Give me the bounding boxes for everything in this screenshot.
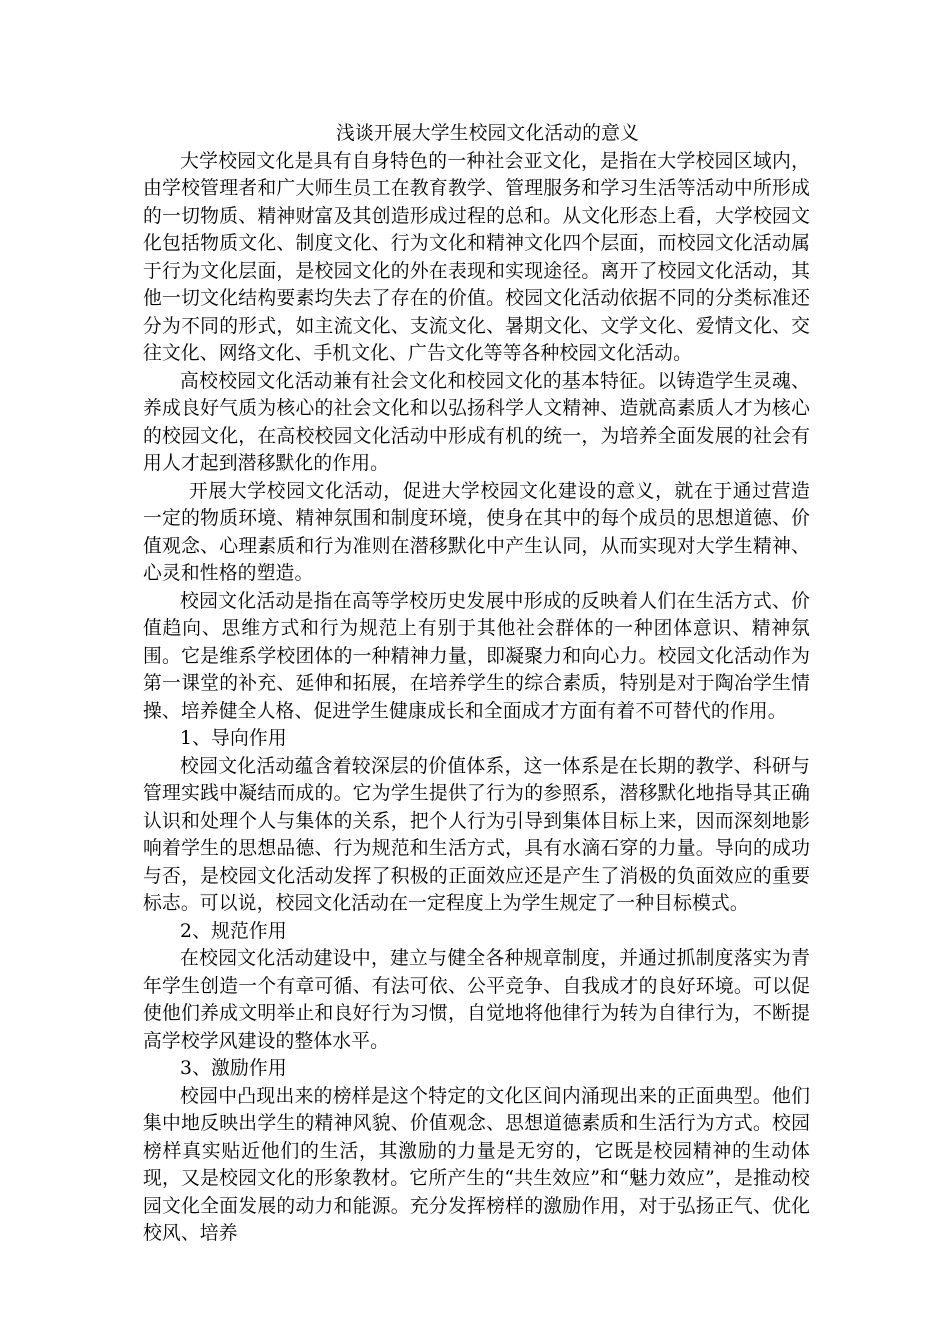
intro-paragraph-3: 开展大学校园文化活动，促进大学校园文化建设的意义，就在于通过营造一定的物质环境、精神氛围和制度环境，使身在其中的每个成员的思想道德、价值观念、心理素质和行为准则在潜移默化中产生认同，从而实现对大学生精神、心灵和性格的塑造。 (143, 480, 810, 584)
section-heading-guidance: 1、导向作用 (180, 728, 287, 749)
intro-paragraph-4: 校园文化活动是指在高等学校历史发展中形成的反映着人们在生活方式、价值趋向、思维方式和行为规范上有别于其他社会群体的一种团体意识、精神氛围。它是维系学校团体的一种精神力量，即凝聚力和向心力。校园文化活动作为第一课堂的补充、延伸和拓展，在培养学生的综合素质，特别是对于陶冶学生情操、培养健全人格、促进学生健康成长和全面成才方面有着不可替代的作用。 (143, 590, 810, 722)
document-page (143, 120, 810, 1248)
section-heading-motivation: 3、激励作用 (180, 1058, 287, 1079)
intro-paragraph-2: 高校校园文化活动兼有社会文化和校园文化的基本特征。以铸造学生灵魂、养成良好气质为核心的社会文化和以弘扬科学人文精神、造就高素质人才为核心的校园文化，在高校校园文化活动中形成有机的统一，为培养全面发展的社会有用人才起到潜移默化的作用。 (143, 370, 810, 474)
section-paragraph-regulation: 在校园文化活动建设中，建立与健全各种规章制度，并通过抓制度落实为青年学生创造一个有章可循、有法可依、公平竞争、自我成才的良好环境。可以促使他们养成文明举止和良好行为习惯，自觉地将他律行为转为自律行为，不断提高学校学风建设的整体水平。 (143, 948, 810, 1052)
intro-paragraph-1: 大学校园文化是具有自身特色的一种社会亚文化，是指在大学校园区域内，由学校管理者和广大师生员工在教育教学、管理服务和学习生活等活动中所形成的一切物质、精神财富及其创造形成过程的总和。从文化形态上看，大学校园文化包括物质文化、制度文化、行为文化和精神文化四个层面，而校园文化活动属于行为文化层面，是校园文化的外在表现和实现途径。离开了校园文化活动，其他一切文化结构要素均失去了存在的价值。校园文化活动依据不同的分类标准还分为不同的形式，如主流文化、支流文化、暑期文化、文学文化、爱情文化、交往文化、网络文化、手机文化、广告文化等等各种校园文化活动。 (143, 150, 810, 364)
document-title: 浅谈开展大学生校园文化活动的意义 (336, 123, 639, 144)
section-paragraph-motivation: 校园中凸现出来的榜样是这个特定的文化区间内涌现出来的正面典型。他们集中地反映出学生的精神风貌、价值观念、思想道德素质和生活行为方式。校园榜样真实贴近他们的生活，其激励的力量是无穷的，它既是校园精神的生动体现，又是校园文化的形象教材。它所产生的“共生效应”和“魅力效应”，是推动校园文化全面发展的动力和能源。充分发挥榜样的激励作用，对于弘扬正气、优化校风、培养 (143, 1085, 810, 1244)
section-heading-regulation: 2、规范作用 (180, 920, 287, 942)
section-paragraph-guidance: 校园文化活动蕴含着较深层的价值体系，这一体系是在长期的教学、科研与管理实践中凝结而成的。它为学生提供了行为的参照系，潜移默化地指导其正确认识和处理个人与集体的关系，把个人行为引导到集体目标上来，因而深刻地影响着学生的思想品德、行为规范和生活方式，具有水滴石穿的力量。导向的成功与否，是校园文化活动发挥了积极的正面效应还是产生了消极的负面效应的重要标志。可以说，校园文化活动在一定程度上为学生规定了一种目标模式。 (143, 755, 810, 914)
